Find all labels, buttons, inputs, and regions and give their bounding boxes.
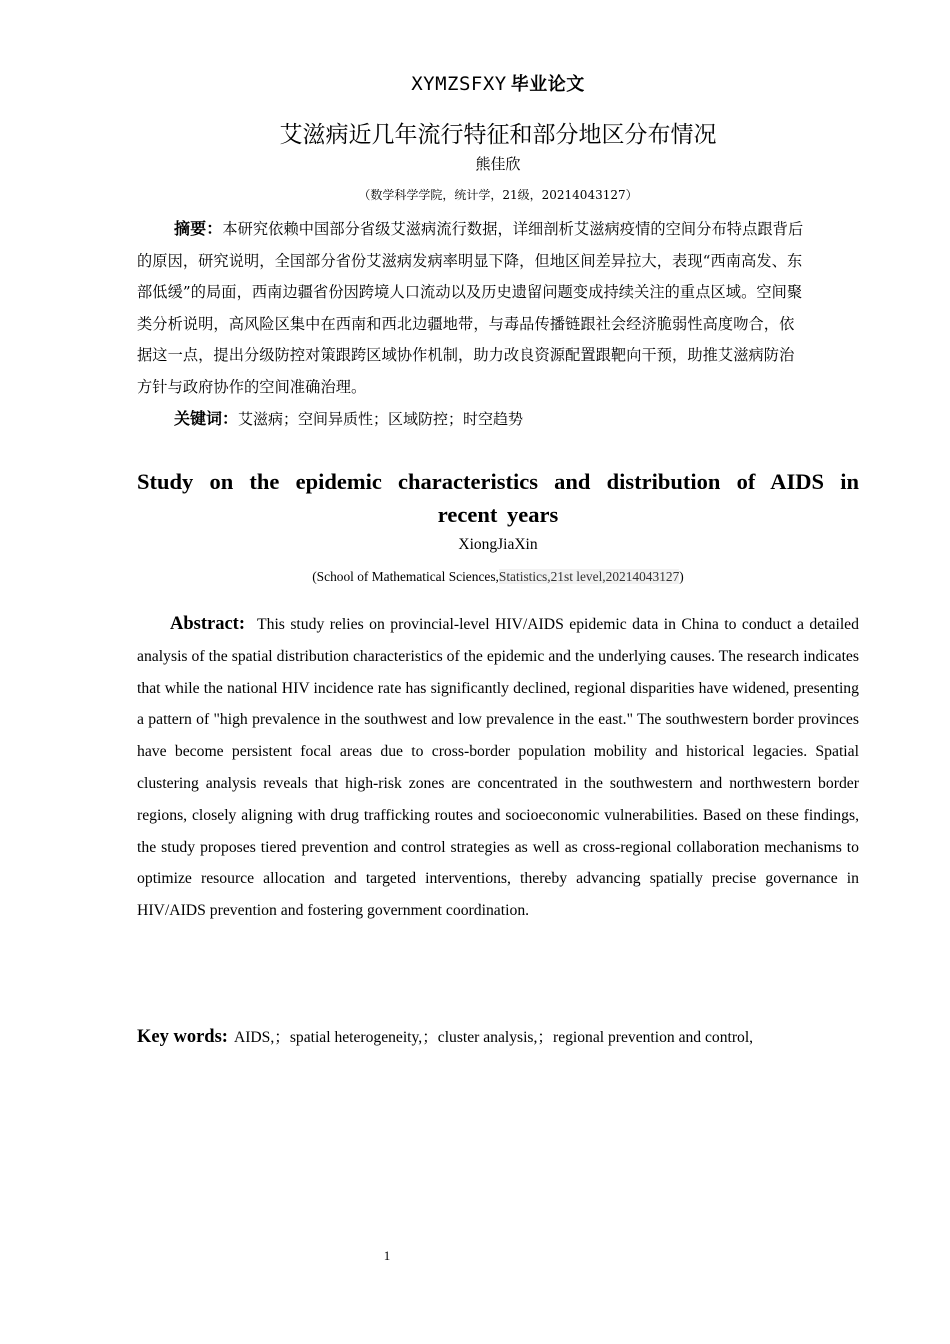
thesis-header	[0, 70, 950, 96]
english-abstract-label: Abstract:	[170, 614, 246, 634]
chinese-abstract	[137, 213, 809, 404]
chinese-title: 艾滋病近几年流行特征和部分地区分布情况	[279, 122, 717, 148]
english-keywords	[137, 1022, 877, 1053]
keyword-item: cluster analysis,；	[437, 1029, 553, 1046]
header-suffix: 毕业论文	[510, 74, 585, 95]
chinese-author: 熊佳欣	[475, 155, 521, 173]
english-author: XiongJiaXin	[458, 536, 538, 553]
chinese-affiliation: （数学科学学院，统计学，21级，20214043127）	[358, 188, 638, 202]
chinese-keywords-label: 关键词：	[174, 409, 239, 428]
chinese-keywords	[174, 405, 814, 433]
english-keywords-label: Key words:	[137, 1027, 228, 1047]
chinese-keywords-text: 艾滋病；空间异质性；区域防控；时空趋势	[238, 410, 524, 428]
header-code: XYMZSFXY	[411, 73, 507, 95]
keyword-item: AIDS,；	[233, 1029, 290, 1046]
keyword-item: regional prevention and control,	[553, 1029, 754, 1046]
english-affiliation-school: (School of Mathematical Sciences,	[312, 569, 499, 584]
english-title: Study on the epidemic characteristics and distribution of AIDS in recent years	[137, 469, 859, 527]
english-abstract	[137, 609, 859, 927]
chinese-abstract-label: 摘要：	[174, 219, 223, 238]
chinese-abstract-text: 本研究依赖中国部分省级艾滋病流行数据，详细剖析艾滋病疫情的空间分布特点跟背后的原因，研究说明，全国部分省份艾滋病发病率明显下降，但地区间差异拉大，表现“西南高发、东部低缓”的局面，西南边疆省份因跨境人口流动以及历史遗留问题变成持续关注的重点区域。空间聚类分析说明，高风险区集中在西南和西北边疆地带，与毒品传播链跟社会经济脆弱性高度吻合，依据这一点，提出分级防控对策跟跨区域协作机制，助力改良资源配置跟靶向干预，助推艾滋病防治方针与政府协作的空间准确治理。	[137, 220, 804, 396]
page-number: 1	[383, 1248, 391, 1263]
english-abstract-text: This study relies on provincial-level HIV/AIDS epidemic data in China to conduct a detailed analysis of the spatial distribution characteristics of the epidemic and the underlying causes. The research indicates that while the national HIV incidence rate has significantly declined, regional disparities have widened, presenting a pattern of "high prevalence in the southwest and low prevalence in the east." The southwestern border provinces have become persistent focal areas due to cross-border population mobility and historical legacies. Spatial clustering analysis reveals that high-risk zones are concentrated in the southwestern and northwestern border regions, closely aligning with drug trafficking routes and socioeconomic vulnerabilities. Based on these findings, the study proposes tiered prevention and control strategies as well as cross-regional collaboration mechanisms to optimize resource allocation and targeted interventions, thereby advancing spatially precise governance in HIV/AIDS prevention and fostering government coordination.	[137, 616, 859, 920]
english-affiliation-close: )	[679, 569, 684, 584]
english-affiliation	[0, 569, 950, 585]
keyword-item: spatial heterogeneity,；	[289, 1029, 438, 1046]
english-affiliation-details: Statistics,21st level,20214043127	[498, 569, 680, 584]
